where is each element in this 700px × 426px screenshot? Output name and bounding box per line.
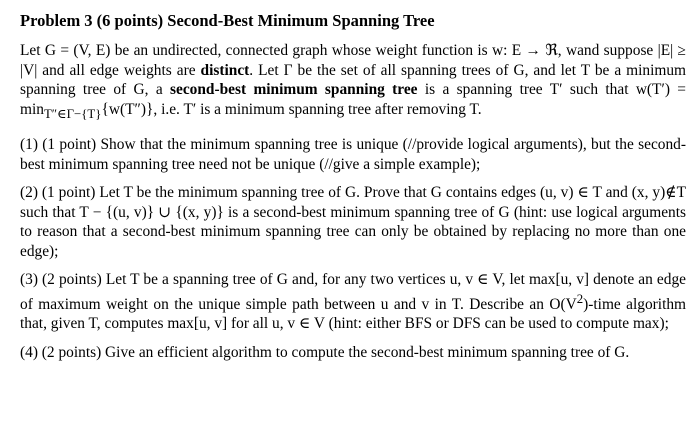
part-3-text-1: (3) (2 points) Let T be a spanning tree of G and, for any two vertices u, v ∈ V, let max[u, v] denote an edge of maximum weight on the unique simple path between u and v in T. Describe an O(V bbox=[20, 271, 686, 313]
intro-min-subscript: T″∈Γ−{T} bbox=[43, 106, 102, 121]
problem-title: Problem 3 (6 points) Second-Best Minimum Spanning Tree bbox=[20, 11, 435, 30]
intro-bold-second-best: second-best minimum spanning tree bbox=[170, 81, 418, 98]
part-3-text-2: )-time algorithm that, given T, computes max[u, v] for all u, v ∈ V (hint: either BFS or DFS can be used to compute max); bbox=[20, 295, 687, 333]
intro-text-4: {w(T″)}, i.e. T′ is a minimum spanning tree after removing T. bbox=[101, 100, 482, 118]
part-3 bbox=[20, 270, 686, 334]
intro-bold-distinct: distinct bbox=[200, 61, 250, 79]
part-4: (4) (2 points) Give an efficient algorithm to compute the second-best minimum spanning tree of G. bbox=[20, 343, 630, 361]
intro-text-3: is a spanning tree T′ such that w(T′) = min bbox=[20, 81, 686, 118]
part-1: (1) (1 point) Show that the minimum spanning tree is unique (//provide logical arguments), but the second-best minimum spanning tree need not be unique (//give a simple example); bbox=[20, 136, 686, 173]
part-2: (2) (1 point) Let T be the minimum spanning tree of G. Prove that G contains edges (u, v) ∈ T and (x, y)∉T such that T − {(u, v)} ∪ {(x, y)} is a second-best minimum spanning tree of G (hint: use logical arguments to reason that a second-best minimum spanning tree can only be obtained by replacing no more than one edge); bbox=[20, 184, 686, 260]
part-3-superscript: 2 bbox=[576, 291, 584, 306]
intro-text-1: Let G = (V, E) be an undirected, connected graph whose weight function is w: E → ℜ, wand suppose |E| ≥ |V| and all edge weights are bbox=[20, 42, 686, 79]
intro-text-2: . Let Γ be the set of all spanning trees of G, and let T be a minimum spanning tree of G, a bbox=[20, 61, 687, 98]
problem-intro bbox=[20, 41, 686, 124]
